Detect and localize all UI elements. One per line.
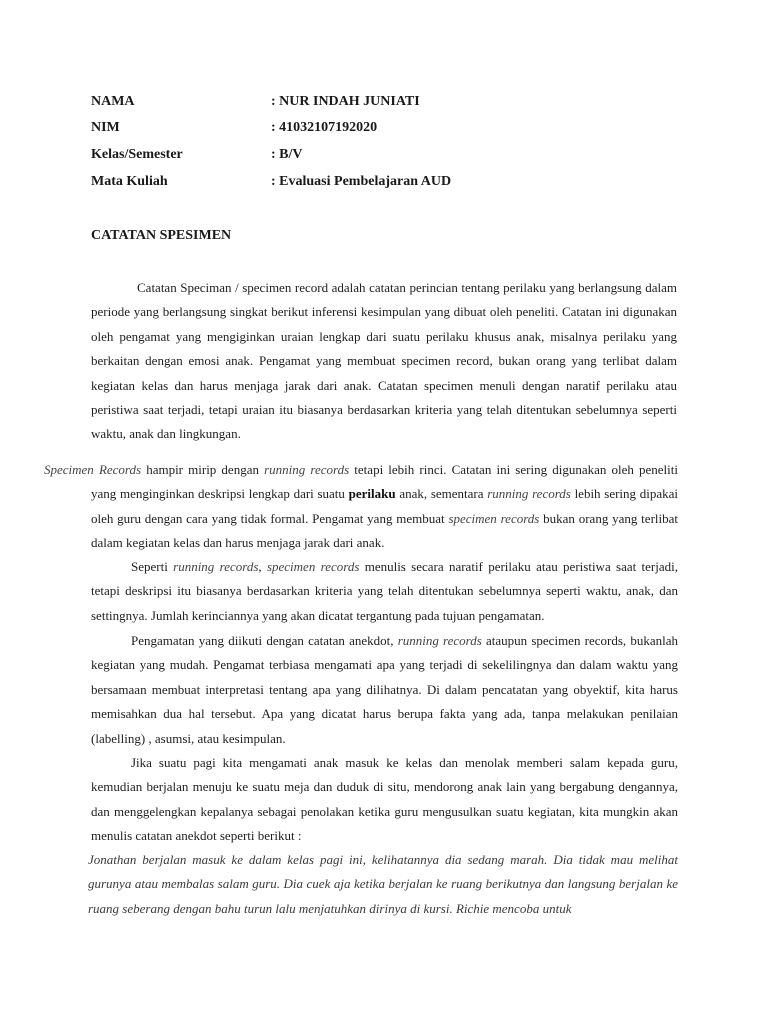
identity-value: : B/V xyxy=(271,147,303,162)
term-running-records: running records xyxy=(264,462,350,477)
paragraph-definition: Catatan Speciman / specimen record adalah catatan perincian tentang perilaku yang berlangsung dalam periode yang berlangsung singkat berikut inferensi kesimpulan yang dibuat oleh peneliti. Catatan ini digunakan oleh pengamat yang mengiginkan uraian lengkap dari suatu perilaku khusus anak, misalnya perilaku yang berkaitan dengan emosi anak. Pengamat yang membuat specimen record, bukan orang yang terlibat dalam kegiatan kelas dan harus menjaga jarak dari anak. Catatan specimen menuli dengan naratif perilaku atau peristiwa saat terjadi, tetapi uraian itu biasanya berdasarkan kriteria yang telah ditentukan sebelumnya seperti waktu, anak dan lingkungan. xyxy=(91,280,677,442)
text-span: Seperti xyxy=(131,559,174,574)
identity-value: : Evaluasi Pembelajaran AUD xyxy=(271,174,452,189)
identity-label: Kelas/Semester xyxy=(91,147,183,162)
identity-row-mata-kuliah xyxy=(91,174,451,190)
term-specimen-records: specimen records xyxy=(448,510,540,526)
text-span: tetapi lebih rinci. Catatan ini sering digunakan oleh peneliti yang menginginkan deskripsi lengkap dari suatu xyxy=(91,462,678,502)
paragraph-example-intro: Jika suatu pagi kita mengamati anak masuk ke kelas dan menolak memberi salam kepada guru, kemudian berjalan menuju ke suatu meja dan duduk di situ, mendorong anak lain yang bergabung dengannya, dan menggelengkan kepalanya sebagai penolakan ketika guru mengusulkan suatu kegiatan, kita mungkin akan menulis catatan anekdot seperti berikut : xyxy=(91,755,678,844)
identity-row-nama xyxy=(91,94,420,110)
text-span: lebih sering dipakai oleh guru dengan cara yang tidak formal. Pengamat yang membuat xyxy=(91,486,679,526)
identity-row-nim xyxy=(91,120,377,136)
term-running-records: running records xyxy=(173,559,259,574)
text-span: bukan orang yang terlibat dalam kegiatan kelas dan harus menjaga jarak dari anak. xyxy=(91,510,678,551)
paragraph-seperti xyxy=(91,555,678,628)
identity-label: NIM xyxy=(91,120,120,135)
term-specimen-records: Specimen Records xyxy=(44,462,142,477)
text-span: Pengamatan yang diikuti dengan catatan anekdot, xyxy=(131,633,398,648)
identity-label: NAMA xyxy=(91,94,135,109)
term-specimen-records: specimen records xyxy=(266,559,360,574)
text-span: anak, sementara xyxy=(395,486,488,502)
paragraph-specimen-records xyxy=(44,458,678,556)
section-title: CATATAN SPESIMEN xyxy=(91,228,232,243)
text-span: , xyxy=(258,559,267,574)
identity-label: Mata Kuliah xyxy=(91,174,168,189)
text-span: hampir mirip dengan xyxy=(141,462,265,477)
term-running-records: running records xyxy=(487,486,571,502)
text-span: ataupun specimen records, bukanlah kegiatan yang mudah. Pengamat terbiasa mengamati apa yang terjadi di sekelilingnya dan dalam waktu yang bersamaan membuat interpretasi tentang apa yang dilihatnya. Di dalam pencatatan yang obyektif, kita harus memisahkan dua hal tersebut. Apa yang dicatat harus berupa fakta yang ada, tanpa melakukan penilaian (labelling) , asumsi, atau kesimpulan. xyxy=(91,633,679,746)
paragraph-pengamatan xyxy=(91,629,678,751)
term-running-records: running records xyxy=(397,633,482,648)
paragraph-example-quote: Jonathan berjalan masuk ke dalam kelas pagi ini, kelihatannya dia sedang marah. Dia tidak mau melihat gurunya atau membalas salam guru. Dia cuek aja ketika berjalan ke ruang berikutnya dan langsung berjalan ke ruang seberang dengan bahu turun lalu menjatuhkan dirinya di kursi. Richie mencoba untuk xyxy=(88,852,678,916)
term-perilaku: perilaku xyxy=(348,486,396,502)
identity-value: : 41032107192020 xyxy=(271,120,378,135)
identity-value: : NUR INDAH JUNIATI xyxy=(271,94,420,109)
text-span: menulis secara naratif perilaku atau peristiwa saat terjadi, tetapi deskripsi itu biasanya berdasarkan kriteria yang telah ditentukan sebelumnya seperti waktu, anak, dan settingnya. Jumlah kerinciannya yang akan dicatat tergantung pada tujuan pengamatan. xyxy=(91,559,678,623)
identity-row-kelas xyxy=(91,147,303,163)
